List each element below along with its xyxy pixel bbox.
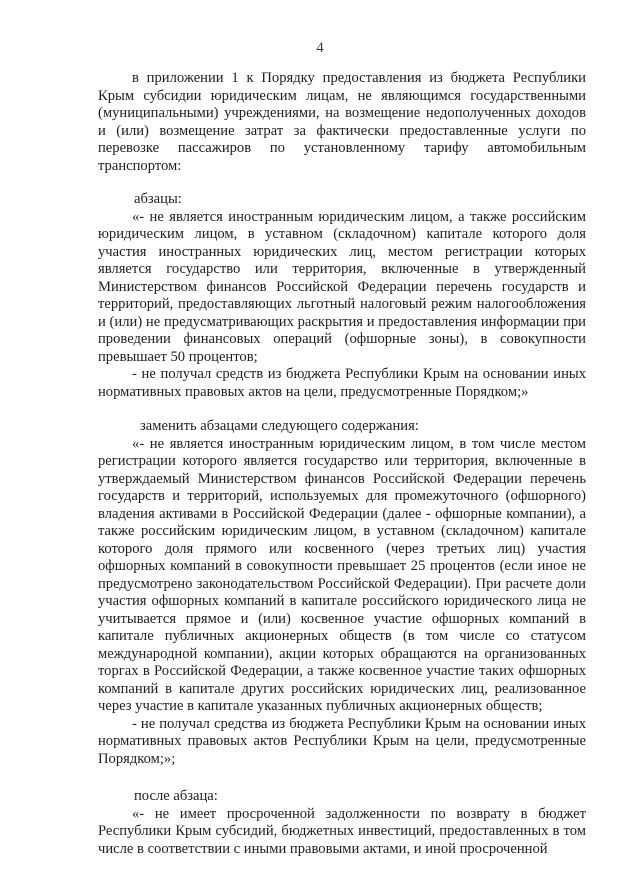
page-number: 4 bbox=[316, 40, 324, 56]
section2-paragraph-1: «- не является иностранным юридическим лицом, в том числе местом регистрации которого является государство или территория, включенные в утверждаемый Министерством финансов Российской Федерации перечень государств и территорий, используемых для промежуточного (офшорного) владения активами в Российской Федерации (далее - офшорные компании), а также российским юридическим лицом, в уставном (складочном) капитале которого доля прямого или косвенного (через третьих лиц) участия офшорных компаний в совокупности превышает 25 процентов (если иное не предусмотрено законодательством Российской Федерации). При расчете доли участия офшорных компаний в капитале российского юридического лица не учитывается прямое и (или) косвенное участие офшорных компаний в капитале публичных акционерных обществ (в том числе со статусом международной компании), акции которых обращаются на организованных торгах в Российской Федерации, а также косвенное участие таких офшорных компаний в капитале других российских юридических лиц, реализованное через участие в капитале указанных публичных акционерных обществ; bbox=[98, 435, 586, 714]
section3-paragraph-1: «- не имеет просроченной задолженности по возврату в бюджет Республики Крым субсидий, бюджетных инвестиций, предоставленных в том числе в соответствии с иными правовыми актами, и иной просроченной bbox=[98, 805, 586, 857]
section1-label: абзацы: bbox=[134, 191, 182, 207]
section1-paragraph-2: - не получал средств из бюджета Республики Крым на основании иных нормативных правовых актов на цели, предусмотренные Порядком;» bbox=[98, 366, 586, 400]
section2-label: заменить абзацами следующего содержания: bbox=[140, 418, 419, 434]
section2-paragraph-2: - не получал средства из бюджета Республики Крым на основании иных нормативных правовых актов Республики Крым на цели, предусмотренные Порядком;»; bbox=[98, 715, 586, 767]
section1-paragraph-1: «- не является иностранным юридическим лицом, а также российским юридическим лицом, в уставном (складочном) капитале которого доля участия иностранных юридических лиц, местом регистрации которых является государство или территория, включенные в утвержденный Министерством финансов Российской Федерации перечень государств и территорий, предоставляющих льготный налоговый режим налогообложения и (или) не предусматривающих раскрытия и предоставления информации при проведении финансовых операций (офшорные зоны), в совокупности превышает 50 процентов; bbox=[98, 208, 586, 365]
document-body bbox=[98, 70, 586, 858]
section3-label: после абзаца: bbox=[134, 788, 218, 804]
intro-paragraph: в приложении 1 к Порядку предоставления из бюджета Республики Крым субсидии юридическим лицам, не являющимся государственными (муниципальными) учреждениями, на возмещение недополученных доходов и (или) возмещение затрат за фактически предоставленные услуги по перевозке пассажиров по установленному тарифу автомобильным транспортом: bbox=[98, 70, 586, 174]
